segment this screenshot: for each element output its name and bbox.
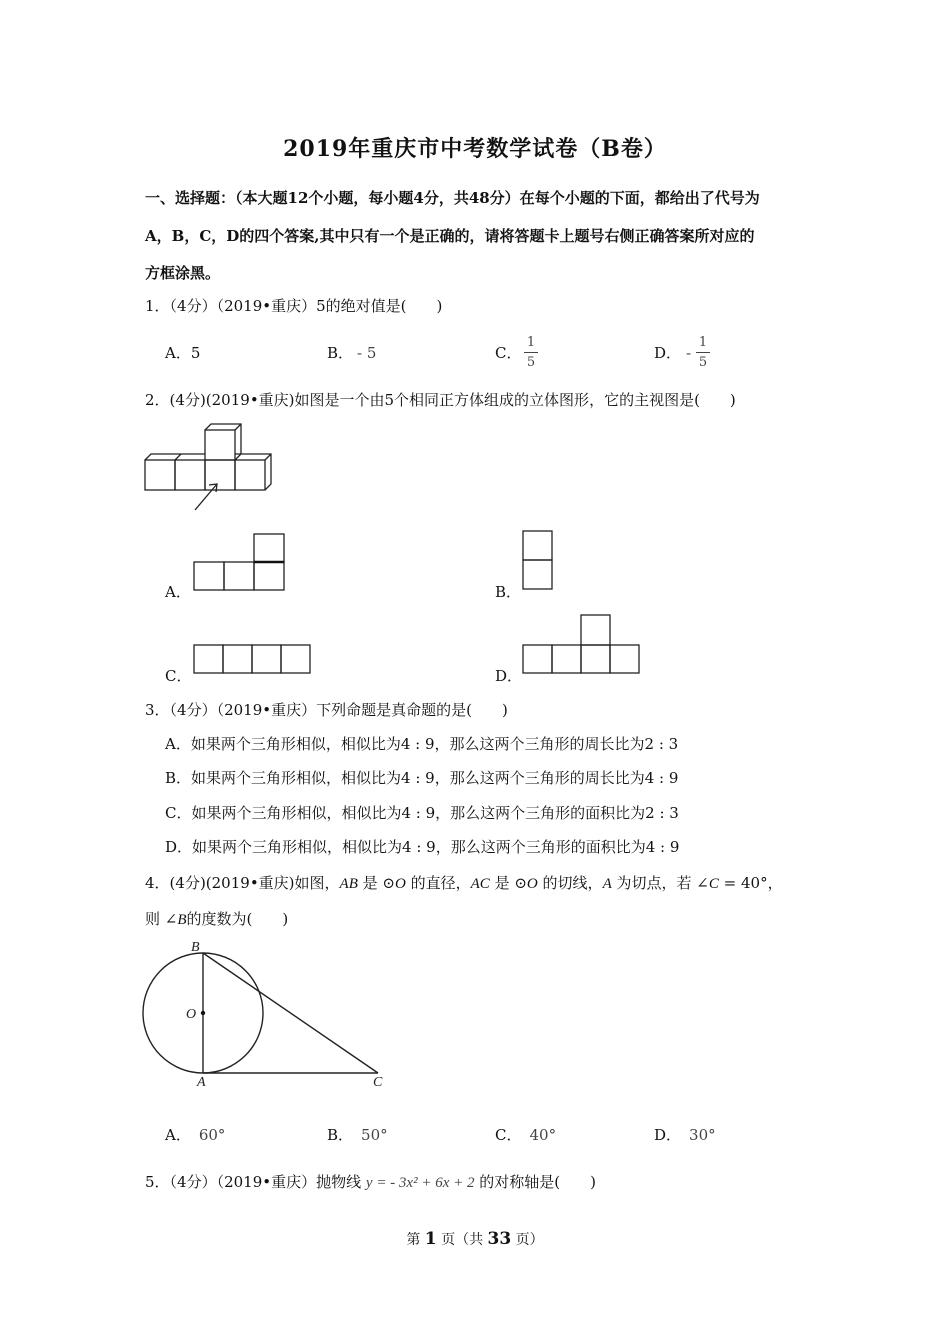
q1-stem: 1．（4分）（2019•重庆）5的绝对值是( ) <box>145 297 443 315</box>
q1-option-c-label: C． <box>495 344 522 362</box>
section-instruction-line-3: 方框涂黑。 <box>145 264 221 282</box>
label-a: A <box>197 1075 206 1090</box>
q4-condition: 为切点，若 ∠ <box>616 874 709 892</box>
q3-option-a: A．如果两个三角形相似，相似比为4 : 9，那么这两个三角形的周长比为2 : 3 <box>165 735 679 753</box>
q1-option-d-minus: - <box>686 344 692 362</box>
q4-circle-o-1: O <box>394 876 406 892</box>
q1-option-b-label: B． <box>327 344 354 362</box>
q3-option-c: C．如果两个三角形相似，相似比为4 : 9，那么这两个三角形的面积比为2 : 3 <box>165 804 679 822</box>
q4-option-c-label: C． <box>495 1126 522 1144</box>
q2-option-b-figure <box>522 530 554 592</box>
cube-2 <box>175 460 205 490</box>
label-b: B <box>191 940 200 955</box>
q4-diameter: 的直径， <box>410 874 471 892</box>
q4-option-b <box>327 1128 388 1143</box>
q4-stem-prefix: 4．(4分)(2019•重庆)如图， <box>145 874 340 892</box>
cube-1 <box>145 460 175 490</box>
q2-option-d-figure <box>522 613 644 677</box>
q3-option-b: B．如果两个三角形相似，相似比为4 : 9，那么这两个三角形的周长比为4 : 9 <box>165 769 679 787</box>
q3-stem: 3．（4分）（2019•重庆）下列命题是真命题的是( ) <box>145 701 508 719</box>
q1-option-b-value: - 5 <box>357 344 377 362</box>
q4-condition-value: = 40°， <box>718 874 783 892</box>
section-instruction-line-1: 一、选择题：（本大题12个小题，每小题4分，共48分）在每个小题的下面，都给出了代号为 <box>145 189 760 207</box>
q4-option-d-value: 30° <box>689 1126 716 1144</box>
view-direction-arrow <box>195 484 217 510</box>
q4-option-a-label: A． <box>165 1126 191 1144</box>
label-o: O <box>186 1007 197 1022</box>
q4-stem-line-2 <box>145 912 288 928</box>
footer-prefix: 第 <box>406 1232 425 1248</box>
q4-circle-o-2: O <box>526 876 538 892</box>
q5-stem <box>145 1175 596 1191</box>
q4-option-d-label: D． <box>654 1126 682 1144</box>
segment-bc <box>203 953 378 1073</box>
q5-stem-suffix: 的对称轴是( ) <box>479 1173 596 1191</box>
q2-option-a-figure <box>193 532 287 592</box>
q2-option-a-label: A． <box>165 583 191 601</box>
cube-top-front <box>205 430 235 460</box>
q1-option-d-fraction <box>696 336 710 369</box>
fraction-bar <box>696 352 710 353</box>
q4-stem-line-1 <box>145 876 783 892</box>
footer-middle: 页（共 <box>436 1232 488 1248</box>
q3-option-d: D．如果两个三角形相似，相似比为4 : 9，那么这两个三角形的面积比为4 : 9 <box>165 838 680 856</box>
q4-option-d <box>654 1128 716 1143</box>
footer-total-pages: 33 <box>487 1229 512 1249</box>
q4-is-tan: 是 ⊙ <box>494 874 527 892</box>
q4-option-c <box>495 1128 556 1143</box>
q1-d-numerator: 1 <box>698 335 708 350</box>
cube-4 <box>235 460 265 490</box>
q4-geometry-figure <box>140 938 390 1088</box>
q5-equation: y = - 3x² + 6x + 2 <box>365 1175 475 1191</box>
q5-stem-prefix: 5．（4分）（2019•重庆）抛物线 <box>145 1173 362 1191</box>
q4-segment-ac: AC <box>470 876 490 892</box>
q2-option-d-label: D． <box>495 667 523 685</box>
q4-line2-prefix: 则 ∠ <box>145 910 178 928</box>
page-footer <box>0 1231 950 1248</box>
section-instruction-line-2: A，B，C，D的四个答案,其中只有一个是正确的，请将答题卡上题号右侧正确答案所对应的 <box>145 227 755 245</box>
q4-angle-b: B <box>177 912 187 928</box>
label-c: C <box>373 1075 383 1090</box>
q1-c-denominator: 5 <box>526 355 536 370</box>
center-point <box>201 1011 205 1015</box>
q4-point-a: A <box>602 876 612 892</box>
q1-option-c-fraction <box>524 336 538 369</box>
q2-option-c-figure <box>193 644 315 676</box>
q4-is-dia: 是 ⊙ <box>362 874 395 892</box>
q2-option-b-label: B． <box>495 583 522 601</box>
page-title: 2019年重庆市中考数学试卷（B卷） <box>283 136 667 162</box>
q4-angle-c: C <box>708 876 719 892</box>
q4-option-c-value: 40° <box>529 1126 557 1144</box>
q1-d-denominator: 5 <box>698 355 708 370</box>
q2-solid-figure <box>143 422 278 514</box>
q4-line2-suffix: 的度数为( ) <box>186 910 289 928</box>
q4-option-a <box>165 1128 225 1143</box>
q1-option-a: A．5 <box>165 344 201 362</box>
footer-suffix: 页） <box>511 1232 544 1248</box>
q2-option-c-label: C． <box>165 667 192 685</box>
q4-tangent: 的切线， <box>542 874 603 892</box>
q4-segment-ab: AB <box>339 876 358 892</box>
q2-stem: 2．(4分)(2019•重庆)如图是一个由5个相同正方体组成的立体图形，它的主视图是( ) <box>145 391 736 409</box>
q4-option-b-value: 50° <box>361 1126 388 1144</box>
q1-c-numerator: 1 <box>526 335 536 350</box>
fraction-bar <box>524 352 538 353</box>
footer-page-number: 1 <box>424 1229 437 1249</box>
q4-option-a-value: 60° <box>198 1126 226 1144</box>
q1-option-d-label: D． <box>654 344 682 362</box>
q4-option-b-label: B． <box>327 1126 354 1144</box>
